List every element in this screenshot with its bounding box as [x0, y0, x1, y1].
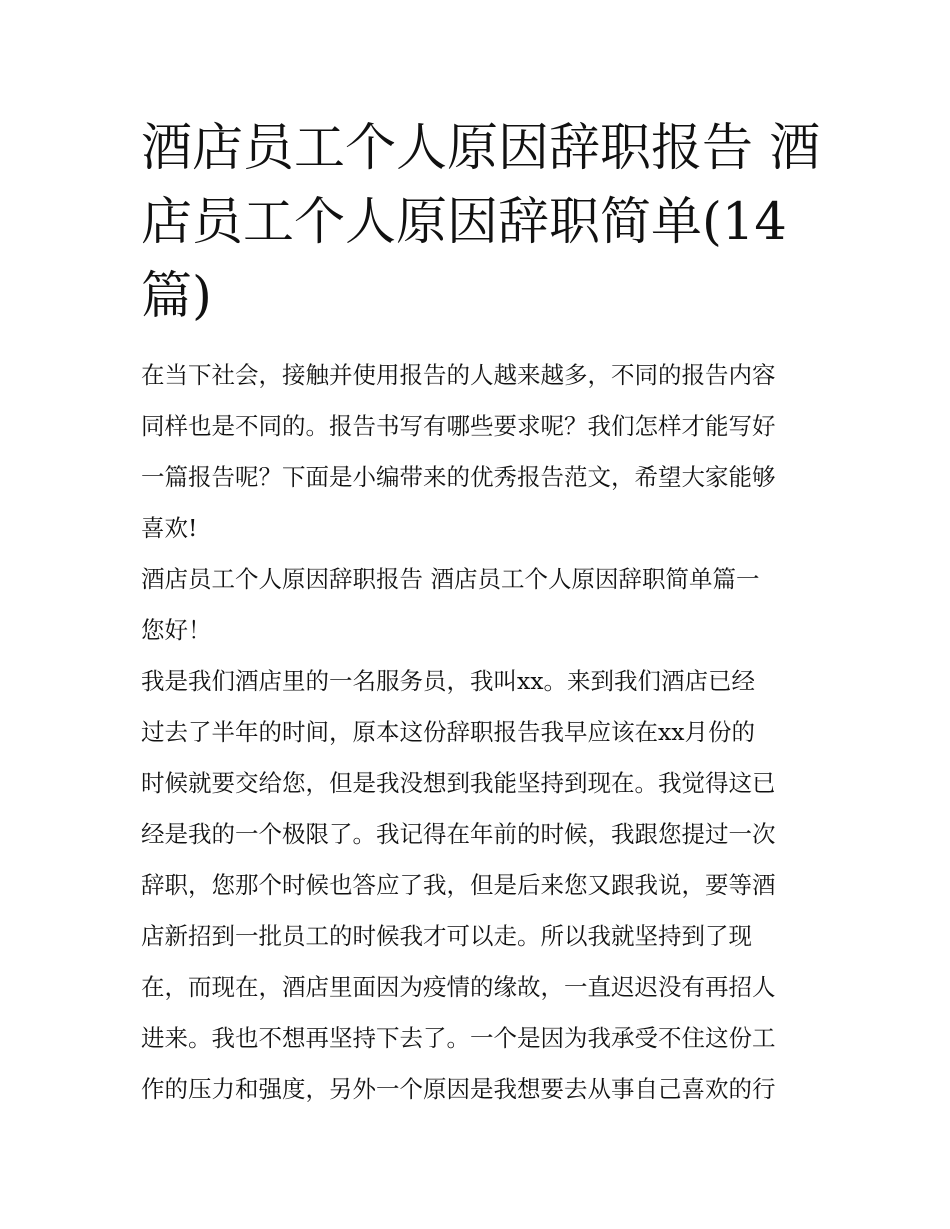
intro-line: 同样也是不同的。报告书写有哪些要求呢？我们怎样才能写好 — [141, 412, 776, 440]
document-title — [141, 112, 821, 334]
body-line: 作的压力和强度，另外一个原因是我想要去从事自己喜欢的行 — [141, 1075, 776, 1103]
body-line: 我是我们酒店里的一名服务员，我叫xx。来到我们酒店已经 — [141, 667, 756, 695]
body-line: 店新招到一批员工的时候我才可以走。所以我就坚持到了现 — [141, 922, 752, 950]
intro-line: 在当下社会，接触并使用报告的人越来越多，不同的报告内容 — [141, 361, 776, 389]
section-heading-text: 酒店员工个人原因辞职报告 酒店员工个人原因辞职简单篇一 — [141, 565, 760, 593]
title-line-2: 店员工个人原因辞职简单(14 — [141, 193, 787, 252]
greeting — [141, 605, 813, 656]
section-heading — [141, 554, 813, 605]
document-content — [141, 112, 821, 1115]
body-paragraph — [141, 656, 813, 1115]
title-line-3: 篇) — [141, 267, 212, 326]
body-line: 时候就要交给您，但是我没想到我能坚持到现在。我觉得这已 — [141, 769, 776, 797]
body-line: 过去了半年的时间，原本这份辞职报告我早应该在xx月份的 — [141, 718, 756, 746]
body-line: 辞职，您那个时候也答应了我，但是后来您又跟我说，要等酒 — [141, 871, 776, 899]
body-line: 在，而现在，酒店里面因为疫情的缘故，一直迟迟没有再招人 — [141, 973, 776, 1001]
intro-paragraph — [141, 350, 813, 554]
intro-line: 一篇报告呢？下面是小编带来的优秀报告范文，希望大家能够 — [141, 463, 776, 491]
body-line: 进来。我也不想再坚持下去了。一个是因为我承受不住这份工 — [141, 1024, 776, 1052]
greeting-text: 您好！ — [141, 616, 212, 644]
title-line-1: 酒店员工个人原因辞职报告 酒 — [141, 119, 821, 178]
intro-line: 喜欢! — [141, 514, 198, 542]
body-line: 经是我的一个极限了。我记得在年前的时候，我跟您提过一次 — [141, 820, 776, 848]
